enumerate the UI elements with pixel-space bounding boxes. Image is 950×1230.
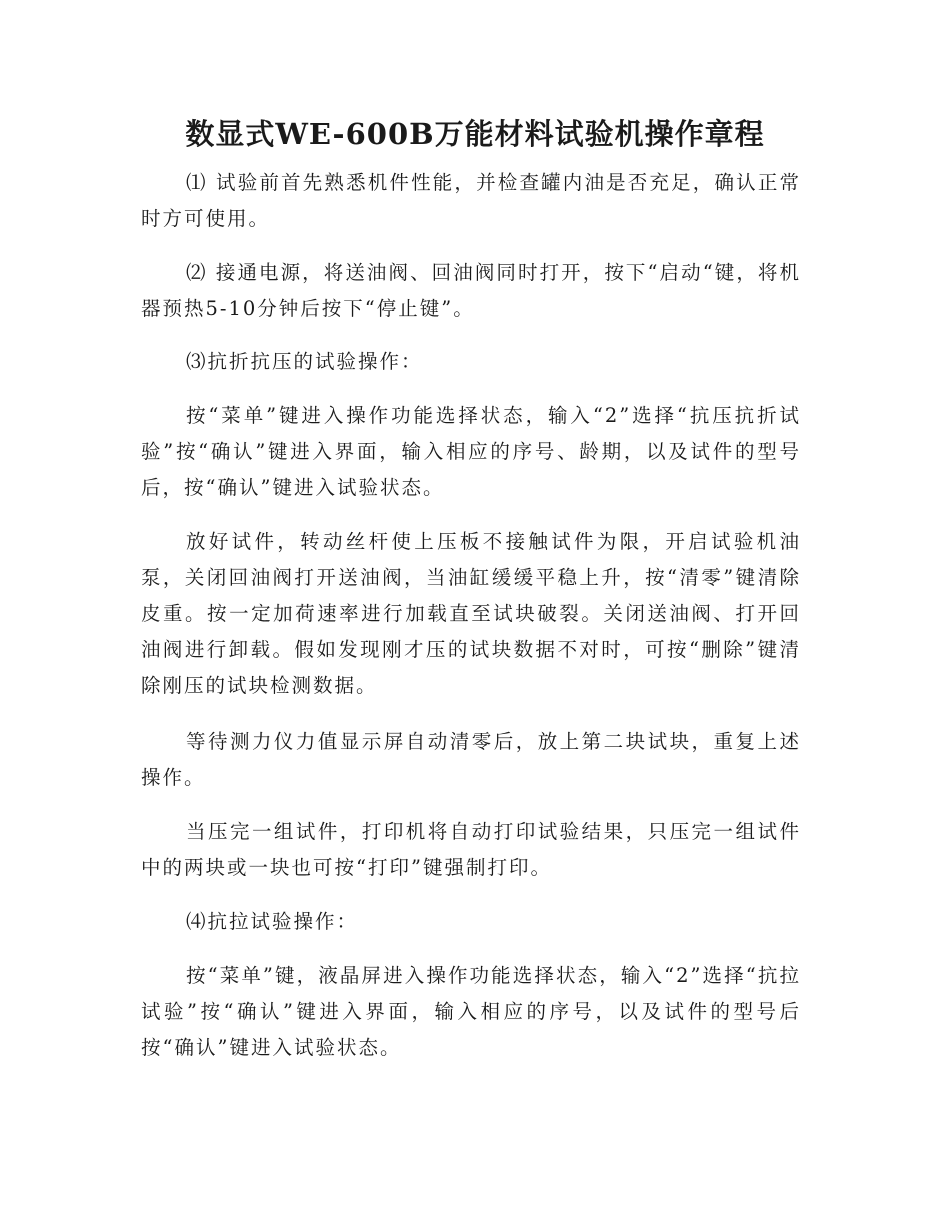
document-title: 数显式WE-600B万能材料试验机操作章程: [185, 117, 765, 151]
paragraph-5: 放好试件，转动丝杆使上压板不接触试件为限，开启试验机油泵，关闭回油阀打开送油阀，当油缸缓缓平稳上升，按“清零”键清除皮重。按一定加荷速率进行加载直至试块破裂。关闭送油阀、打开回油阀进行卸载。假如发现刚才压的试块数据不对时，可按“删除”键清除刚压的试块检测数据。: [141, 530, 801, 697]
paragraph-1: ⑴ 试验前首先熟悉机件性能，并检查罐内油是否充足，确认正常时方可使用。: [141, 171, 801, 230]
paragraph-3-heading: ⑶抗折抗压的试验操作：: [186, 350, 423, 373]
paragraph-2: ⑵ 接通电源，将送油阀、回油阀同时打开，按下“启动“键，将机器预热5-10分钟后按下“停止键”。: [141, 261, 801, 320]
paragraph-7: 当压完一组试件，打印机将自动打印试验结果，只压完一组试件中的两块或一块也可按“打印”键强制打印。: [141, 820, 801, 879]
paragraph-4: 按“菜单”键进入操作功能选择状态，输入“2”选择“抗压抗折试验”按“确认”键进入界面，输入相应的序号、龄期，以及试件的型号后，按“确认”键进入试验状态。: [141, 404, 801, 499]
paragraph-6: 等待测力仪力值显示屏自动清零后，放上第二块试块，重复上述操作。: [141, 730, 801, 789]
paragraph-9: 按“菜单”键，液晶屏进入操作功能选择状态，输入“2”选择“抗拉试验”按“确认”键进入界面，输入相应的序号，以及试件的型号后按“确认”键进入试验状态。: [141, 964, 801, 1059]
paragraph-8-heading: ⑷抗拉试验操作：: [186, 910, 359, 933]
